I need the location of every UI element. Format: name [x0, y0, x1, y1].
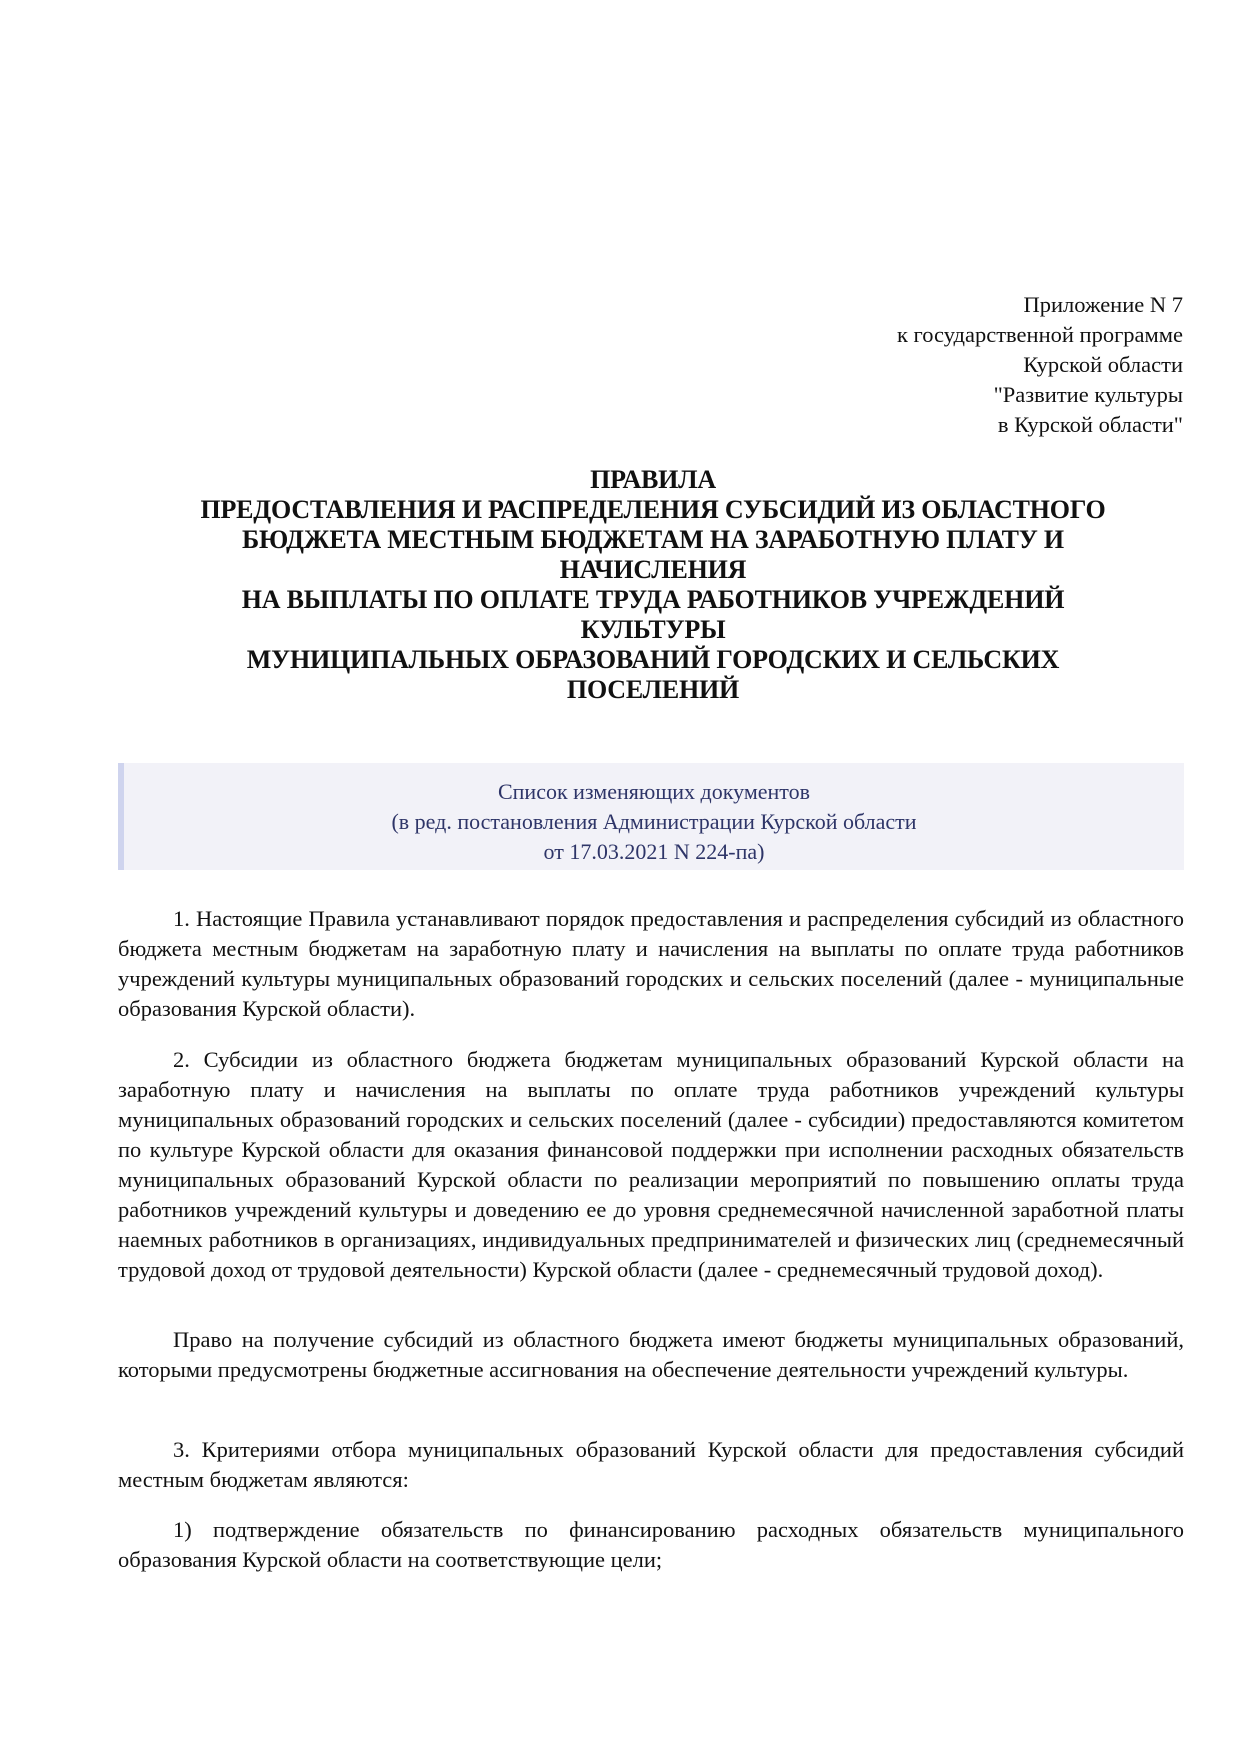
appendix-header	[897, 290, 1183, 440]
paragraph-text: 1) подтверждение обязательств по финансированию расходных обязательств муниципального образования Курской области на соответствующие цели;	[118, 1517, 1184, 1572]
title-line: МУНИЦИПАЛЬНЫХ ОБРАЗОВАНИЙ ГОРОДСКИХ И СЕЛЬСКИХ	[246, 645, 1060, 674]
paragraph-text: 2. Субсидии из областного бюджета бюджетам муниципальных образований Курской области на заработную плату и начисления на выплаты по оплате труда работников учреждений культуры муниципальных образований городских и сельских поселений (далее - субсидии) предоставляются комитетом по культуре Курской области для оказания финансовой поддержки при исполнении расходных обязательств муниципальных образований Курской области по реализации мероприятий по повышению оплаты труда работников учреждений культуры и доведению ее до уровня среднемесячной начисленной заработной платы наемных работников в организациях, индивидуальных предпринимателей и физических лиц (среднемесячный трудовой доход от трудовой деятельности) Курской области (далее - среднемесячный трудовой доход).	[118, 1047, 1184, 1282]
appendix-line: в Курской области"	[997, 412, 1183, 437]
title-line: НАЧИСЛЕНИЯ	[559, 555, 747, 584]
paragraph-text: 1. Настоящие Правила устанавливают порядок предоставления и распределения субсидий из областного бюджета местным бюджетам на заработную плату и начисления на выплаты по оплате труда работников учреждений культуры муниципальных образований городских и сельских поселений (далее - муниципальные образования Курской области).	[118, 906, 1184, 1021]
paragraph-3	[118, 1435, 1184, 1495]
amendments-line: (в ред. постановления Администрации Курской области	[391, 809, 917, 834]
paragraph-text: Право на получение субсидий из областного бюджета имеют бюджеты муниципальных образований, которыми предусмотрены бюджетные ассигнования на обеспечение деятельности учреждений культуры.	[118, 1327, 1184, 1382]
paragraph-2	[118, 1045, 1184, 1285]
title-line: ПОСЕЛЕНИЙ	[566, 675, 740, 704]
amendments-heading: Список изменяющих документов	[497, 779, 810, 804]
title-line: ПРАВИЛА	[590, 465, 716, 494]
appendix-line: "Развитие культуры	[993, 382, 1183, 407]
appendix-line: Приложение N 7	[1023, 292, 1183, 317]
title-line: КУЛЬТУРЫ	[580, 615, 726, 644]
document-title	[118, 465, 1188, 705]
appendix-line: к государственной программе	[896, 322, 1183, 347]
appendix-line: Курской области	[1023, 352, 1183, 377]
paragraph-text: 3. Критериями отбора муниципальных образований Курской области для предоставления субсидий местным бюджетам являются:	[118, 1437, 1184, 1492]
title-line: ПРЕДОСТАВЛЕНИЯ И РАСПРЕДЕЛЕНИЯ СУБСИДИЙ ИЗ ОБЛАСТНОГО	[200, 495, 1106, 524]
paragraph-2-right	[118, 1325, 1184, 1385]
amendments-line: от 17.03.2021 N 224-па)	[543, 839, 765, 864]
paragraph-3-item-1	[118, 1515, 1184, 1575]
amendments-box	[118, 763, 1184, 870]
paragraph-1	[118, 904, 1184, 1024]
title-line: НА ВЫПЛАТЫ ПО ОПЛАТЕ ТРУДА РАБОТНИКОВ УЧРЕЖДЕНИЙ	[241, 585, 1065, 614]
title-line: БЮДЖЕТА МЕСТНЫМ БЮДЖЕТАМ НА ЗАРАБОТНУЮ ПЛАТУ И	[242, 525, 1064, 554]
